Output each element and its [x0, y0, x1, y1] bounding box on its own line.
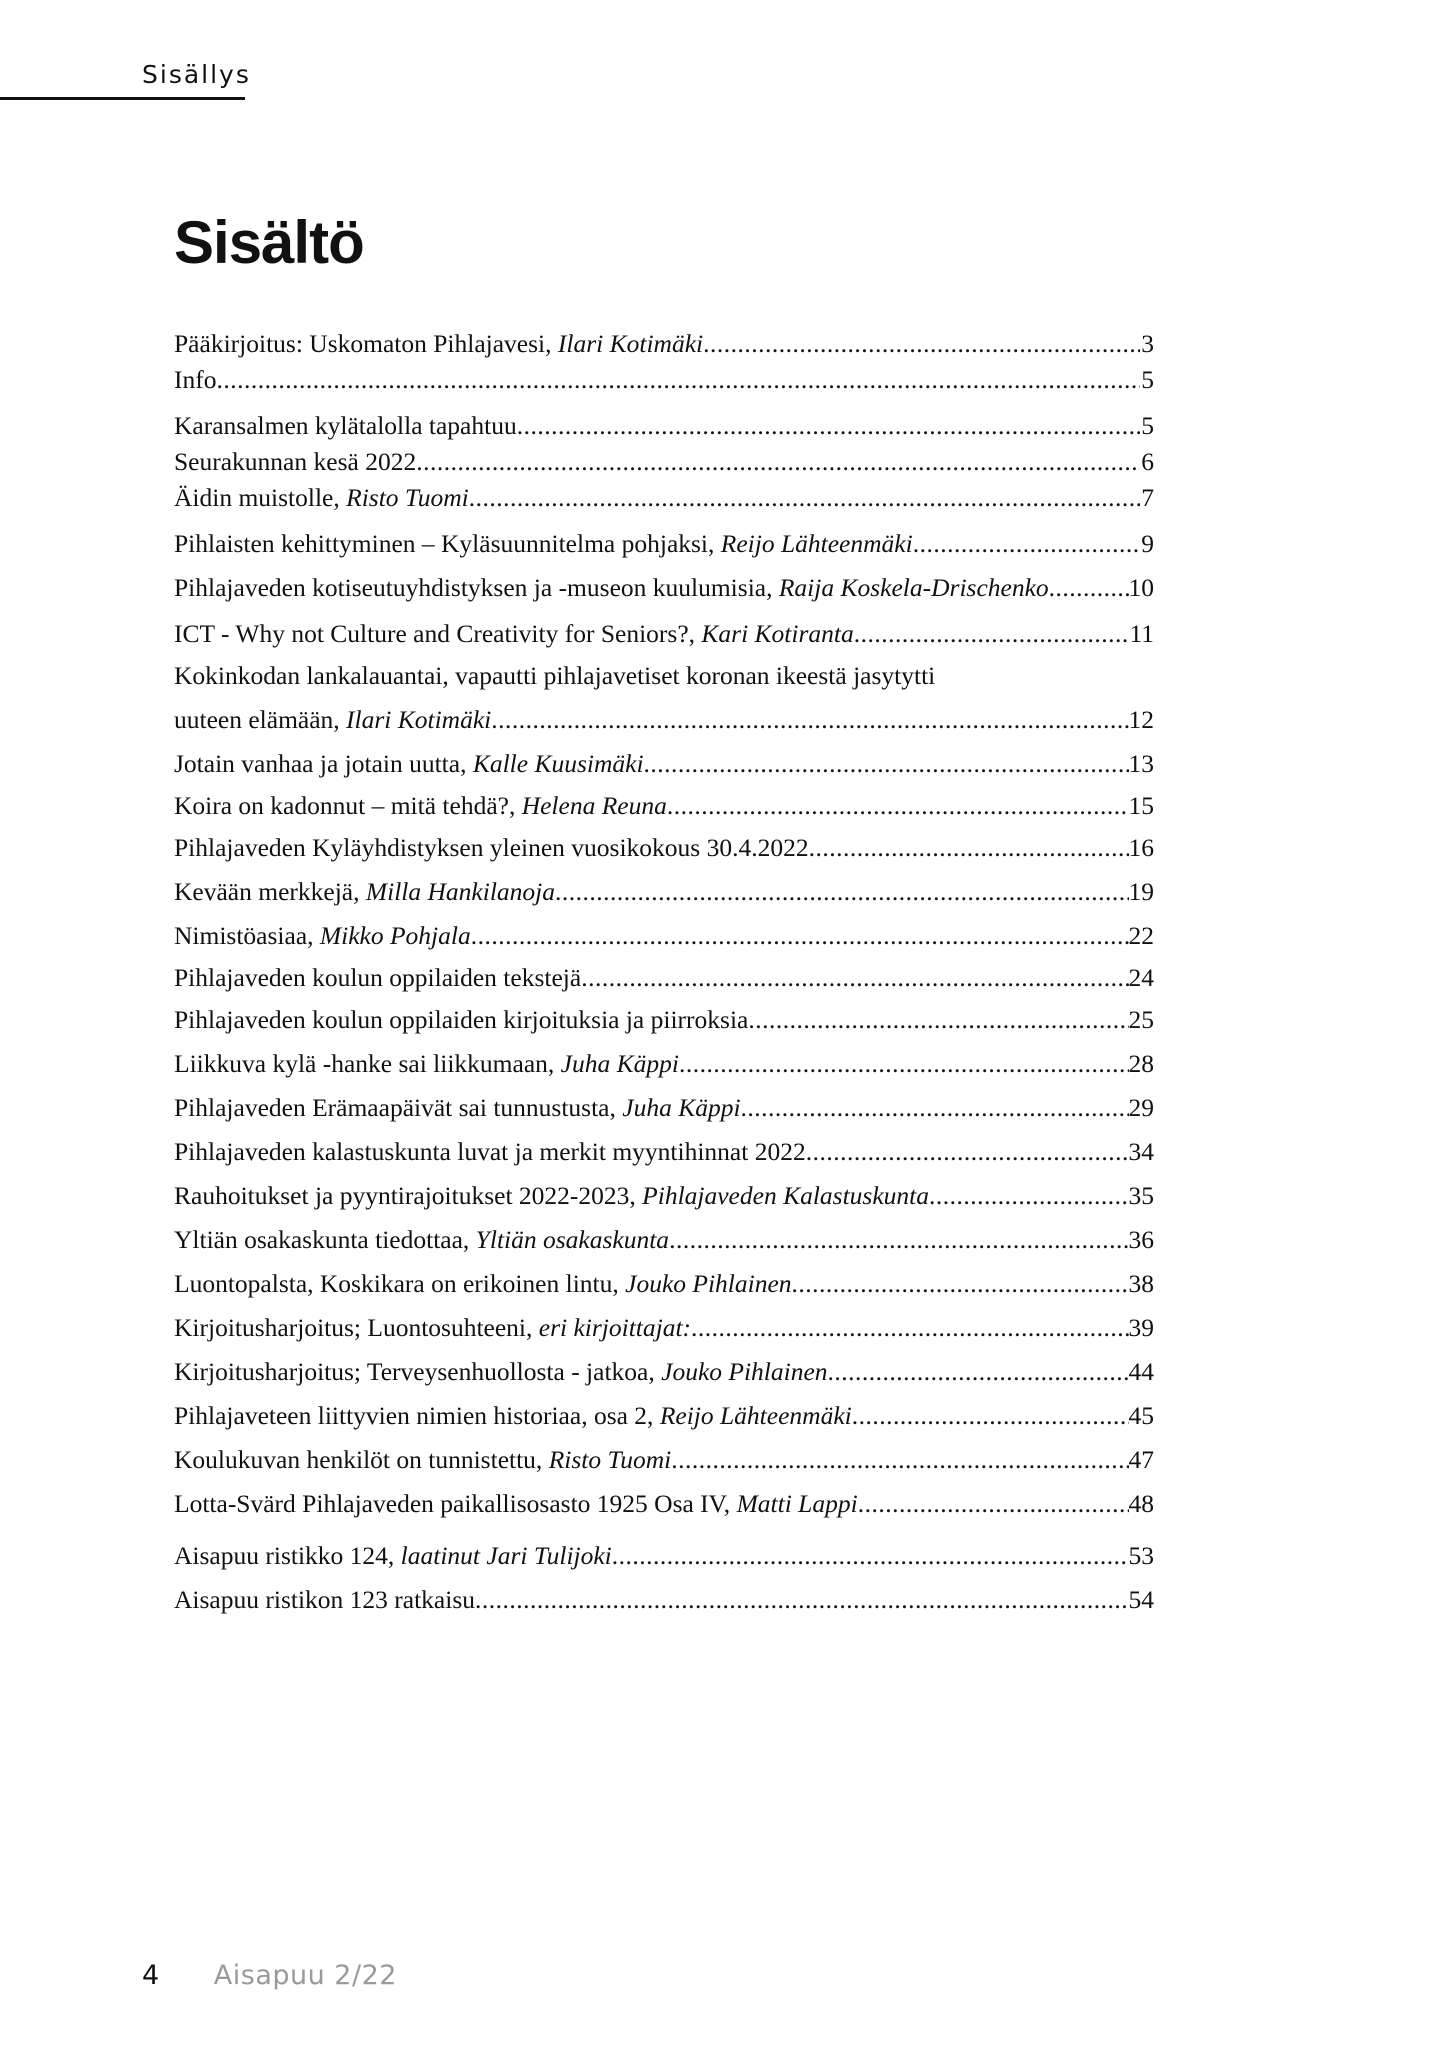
- toc-entry-page: 10: [1128, 573, 1154, 602]
- toc-leader-dots: [854, 614, 1130, 654]
- toc-entry: [174, 1220, 1154, 1260]
- toc-entry-author: Mikko Pohjala: [319, 921, 471, 950]
- toc-leader-dots: [475, 1580, 1128, 1620]
- toc-entry-page: 13: [1128, 749, 1154, 778]
- toc-entry: [174, 478, 1154, 518]
- toc-entry-title: [174, 872, 555, 912]
- magazine-issue: Aisapuu 2/22: [213, 1960, 397, 1991]
- toc-entry-title: [174, 656, 935, 696]
- toc-leader-dots: [929, 1176, 1129, 1216]
- toc-entry-text: Karansalmen kylätalolla tapahtuu: [174, 411, 517, 440]
- toc-entry: [174, 916, 1154, 956]
- toc-entry-text: Rauhoitukset ja pyyntirajoitukset 2022-2023,: [174, 1181, 643, 1210]
- toc-entry-title: [174, 1132, 806, 1172]
- toc-entry: [174, 1176, 1154, 1216]
- toc-entry: [174, 1352, 1154, 1392]
- toc-entry-author: Reijo Lähteenmäki: [659, 1401, 852, 1430]
- toc-entry-text: Kevään merkkejä,: [174, 877, 366, 906]
- toc-entry-author: laatinut Jari Tulijoki: [400, 1541, 612, 1570]
- toc-entry-page: 54: [1128, 1585, 1154, 1614]
- toc-entry-page: 44: [1128, 1357, 1154, 1386]
- toc-entry: [174, 1264, 1154, 1304]
- toc-leader-dots: [612, 1536, 1129, 1576]
- toc-entry-text: Pihlajaveden Erämaapäivät sai tunnustusta,: [174, 1093, 623, 1122]
- toc-entry-author: Jouko Pihlainen: [625, 1269, 792, 1298]
- toc-entry: [174, 700, 1154, 740]
- toc-leader-dots: [671, 1440, 1128, 1480]
- toc-entry-author: Risto Tuomi: [548, 1445, 672, 1474]
- toc-entry-author: Helena Reuna: [521, 791, 667, 820]
- toc-entry-page: 29: [1128, 1093, 1154, 1122]
- toc-entry-title: [174, 568, 1049, 608]
- toc-entry-title: [174, 1264, 792, 1304]
- toc-entry-page: 5: [1141, 411, 1154, 440]
- toc-entry-title: [174, 1536, 612, 1576]
- toc-leader-dots: [667, 786, 1129, 826]
- toc-entry-text: Kokinkodan lankalauantai, vapautti pihlajavetiset koronan ikeestä jasytytti: [174, 661, 936, 690]
- toc-entry-title: [174, 828, 809, 868]
- toc-entry-title: [174, 1352, 828, 1392]
- toc-entry-author: Juha Käppi: [560, 1049, 679, 1078]
- toc-entry-page: 11: [1129, 619, 1154, 648]
- page-number: 4: [142, 1960, 160, 1991]
- toc-entry-text: Pihlajaveden koulun oppilaiden kirjoituksia ja piirroksia: [174, 1005, 749, 1034]
- toc-entry-title: [174, 1580, 475, 1620]
- toc-entry-title: [174, 524, 913, 564]
- toc-leader-dots: [828, 1352, 1129, 1392]
- toc-entry-text: Yltiän osakaskunta tiedottaa,: [174, 1225, 476, 1254]
- toc-leader-dots: [679, 1044, 1129, 1084]
- toc-entry-author: Risto Tuomi: [346, 483, 469, 512]
- toc-leader-dots: [703, 324, 1140, 364]
- toc-entry-page: 28: [1128, 1049, 1154, 1078]
- toc-entry-title: [174, 1000, 748, 1040]
- toc-entry-page: 24: [1128, 963, 1154, 992]
- toc-entry-author: Milla Hankilanoja: [365, 877, 555, 906]
- toc-entry-author: Jouko Pihlainen: [661, 1357, 828, 1386]
- toc-entry: [174, 1484, 1154, 1524]
- toc-entry-text: Pihlajaveden kotiseutuyhdistyksen ja -museon kuulumisia,: [174, 573, 779, 602]
- toc-entry-text: Aisapuu ristikon 123 ratkaisu: [174, 1585, 476, 1614]
- toc-entry-page: 7: [1141, 483, 1154, 512]
- toc-leader-dots: [852, 1396, 1129, 1436]
- toc-entry-text: Luontopalsta, Koskikara on erikoinen lintu,: [174, 1269, 626, 1298]
- toc-entry-title: [174, 958, 581, 998]
- toc-entry-page: 53: [1128, 1541, 1154, 1570]
- toc-entry-title: [174, 1396, 852, 1436]
- toc-leader-dots: [1049, 568, 1129, 608]
- toc-entry: [174, 958, 1154, 998]
- toc-entry-page: 9: [1141, 529, 1154, 558]
- toc-entry-author: Matti Lappi: [736, 1489, 858, 1518]
- toc-entry: [174, 786, 1154, 826]
- page-title: Sisältö: [174, 209, 364, 276]
- toc-entry-text: Pihlajaveden Kyläyhdistyksen yleinen vuosikokous 30.4.2022: [174, 833, 809, 862]
- toc-entry-text: Kirjoitusharjoitus; Terveysenhuollosta - jatkoa,: [174, 1357, 662, 1386]
- toc-entry-title: [174, 324, 703, 364]
- toc-entry: [174, 1580, 1154, 1620]
- toc-leader-dots: [913, 524, 1140, 564]
- toc-entry-text: Pihlajaveteen liittyvien nimien historiaa, osa 2,: [174, 1401, 660, 1430]
- toc-entry-author: Reijo Lähteenmäki: [720, 529, 913, 558]
- toc-entry: [174, 1000, 1154, 1040]
- toc-entry: [174, 614, 1154, 654]
- toc-entry-title: [174, 786, 667, 826]
- toc-entry: [174, 406, 1154, 446]
- toc-entry-text: Liikkuva kylä -hanke sai liikkumaan,: [174, 1049, 561, 1078]
- toc-leader-dots: [216, 360, 1140, 400]
- toc-entry-page: 45: [1128, 1401, 1154, 1430]
- toc-entry-page: 19: [1128, 877, 1154, 906]
- toc-entry: [174, 828, 1154, 868]
- toc-entry-page: 36: [1128, 1225, 1154, 1254]
- running-head: [0, 58, 251, 100]
- toc-entry-title: [174, 1088, 741, 1128]
- toc-entry-title: [174, 478, 469, 518]
- toc-entry-title: [174, 1484, 858, 1524]
- toc-entry-text: Aisapuu ristikko 124,: [174, 1541, 401, 1570]
- toc-entry-page: 25: [1128, 1005, 1154, 1034]
- toc-entry-title: [174, 1044, 679, 1084]
- toc-entry-text: Koulukuvan henkilöt on tunnistettu,: [174, 1445, 549, 1474]
- toc-leader-dots: [858, 1484, 1129, 1524]
- toc-entry-author: eri kirjoittajat:: [538, 1313, 692, 1342]
- toc-entry: [174, 1132, 1154, 1172]
- toc-entry-page: 48: [1128, 1489, 1154, 1518]
- running-head-label: Sisällys: [142, 60, 251, 89]
- toc-entry: [174, 872, 1154, 912]
- toc-entry-text: Äidin muistolle,: [174, 483, 347, 512]
- toc-leader-dots: [669, 1220, 1128, 1260]
- toc-entry-page: 35: [1128, 1181, 1154, 1210]
- toc-entry-title: [174, 1176, 929, 1216]
- toc-entry-title: [174, 360, 216, 400]
- toc-entry-page: 22: [1128, 921, 1154, 950]
- page-footer: [142, 1960, 397, 1991]
- toc-leader-dots: [555, 872, 1129, 912]
- toc-entry: [174, 1308, 1154, 1348]
- toc-entry-text: uuteen elämään,: [174, 705, 347, 734]
- toc-entry-page: 3: [1141, 329, 1154, 358]
- toc-entry-title: [174, 442, 416, 482]
- toc-leader-dots: [741, 1088, 1129, 1128]
- toc-entry: [174, 568, 1154, 608]
- toc-leader-dots: [416, 442, 1140, 482]
- toc-entry: [174, 524, 1154, 564]
- toc-entry: [174, 442, 1154, 482]
- toc-entry: [174, 744, 1154, 784]
- toc-entry-text: Lotta-Svärd Pihlajaveden paikallisosasto 1925 Osa IV,: [174, 1489, 737, 1518]
- toc-entry-page: 47: [1128, 1445, 1154, 1474]
- toc-entry-page: 38: [1128, 1269, 1154, 1298]
- toc-entry-author: Yltiän osakaskunta: [475, 1225, 670, 1254]
- toc-entry-text: Nimistöasiaa,: [174, 921, 320, 950]
- toc-entry-text: Pihlaisten kehittyminen – Kyläsuunnitelma pohjaksi,: [174, 529, 721, 558]
- toc-leader-dots: [517, 406, 1140, 446]
- toc-entry-text: Jotain vanhaa ja jotain uutta,: [174, 749, 473, 778]
- toc-entry-text: Kirjoitusharjoitus; Luontosuhteeni,: [174, 1313, 539, 1342]
- toc-entry-text: Pääkirjoitus: Uskomaton Pihlajavesi,: [174, 329, 558, 358]
- toc-leader-dots: [748, 1000, 1128, 1040]
- toc-leader-dots: [469, 478, 1140, 518]
- toc-leader-dots: [691, 1308, 1128, 1348]
- toc-leader-dots: [806, 1132, 1129, 1172]
- toc-entry-title: [174, 1440, 671, 1480]
- toc-entry-author: Ilari Kotimäki: [346, 705, 492, 734]
- toc-entry-title: [174, 1220, 669, 1260]
- toc-entry-author: Raija Koskela-Drischenko: [778, 573, 1049, 602]
- toc-leader-dots: [809, 828, 1129, 868]
- toc-entry-page: 34: [1128, 1137, 1154, 1166]
- toc-entry-page: 16: [1128, 833, 1154, 862]
- toc-leader-dots: [471, 916, 1129, 956]
- toc-entry-author: Ilari Kotimäki: [557, 329, 704, 358]
- toc-entry: [174, 1044, 1154, 1084]
- toc-entry-author: Kari Kotiranta: [701, 619, 854, 648]
- toc-leader-dots: [644, 744, 1129, 784]
- toc-entry-text: ICT - Why not Culture and Creativity for Seniors?,: [174, 619, 702, 648]
- toc-entry-title: [174, 406, 517, 446]
- toc-entry-page: 39: [1128, 1313, 1154, 1342]
- toc-leader-dots: [792, 1264, 1129, 1304]
- toc-leader-dots: [491, 700, 1128, 740]
- toc-entry: [174, 1396, 1154, 1436]
- toc-leader-dots: [581, 958, 1128, 998]
- toc-entry-title: [174, 1308, 691, 1348]
- toc-entry-text: Info: [174, 365, 217, 394]
- toc-entry-text: Koira on kadonnut – mitä tehdä?,: [174, 791, 522, 820]
- toc-entry-author: Kalle Kuusimäki: [472, 749, 644, 778]
- toc-entry-page: 5: [1141, 365, 1154, 394]
- toc-entry: [174, 360, 1154, 400]
- toc-entry: [174, 1088, 1154, 1128]
- toc-entry: [174, 1536, 1154, 1576]
- toc-entry-title: [174, 700, 491, 740]
- toc-entry-title: [174, 916, 471, 956]
- toc-entry-author: Pihlajaveden Kalastuskunta: [642, 1181, 929, 1210]
- toc-entry-title: [174, 744, 644, 784]
- toc-entry: [174, 324, 1154, 364]
- toc-entry-text: Seurakunnan kesä 2022: [174, 447, 417, 476]
- toc-entry-text: Pihlajaveden kalastuskunta luvat ja merkit myyntihinnat 2022: [174, 1137, 806, 1166]
- toc-entry-page: 12: [1128, 705, 1154, 734]
- toc-entry-page: 6: [1141, 447, 1154, 476]
- toc-entry-title: [174, 614, 854, 654]
- toc-entry: [174, 656, 1154, 696]
- toc-entry: [174, 1440, 1154, 1480]
- toc-entry-page: 15: [1128, 791, 1154, 820]
- toc-entry-author: Juha Käppi: [622, 1093, 741, 1122]
- toc-entry-text: Pihlajaveden koulun oppilaiden tekstejä: [174, 963, 582, 992]
